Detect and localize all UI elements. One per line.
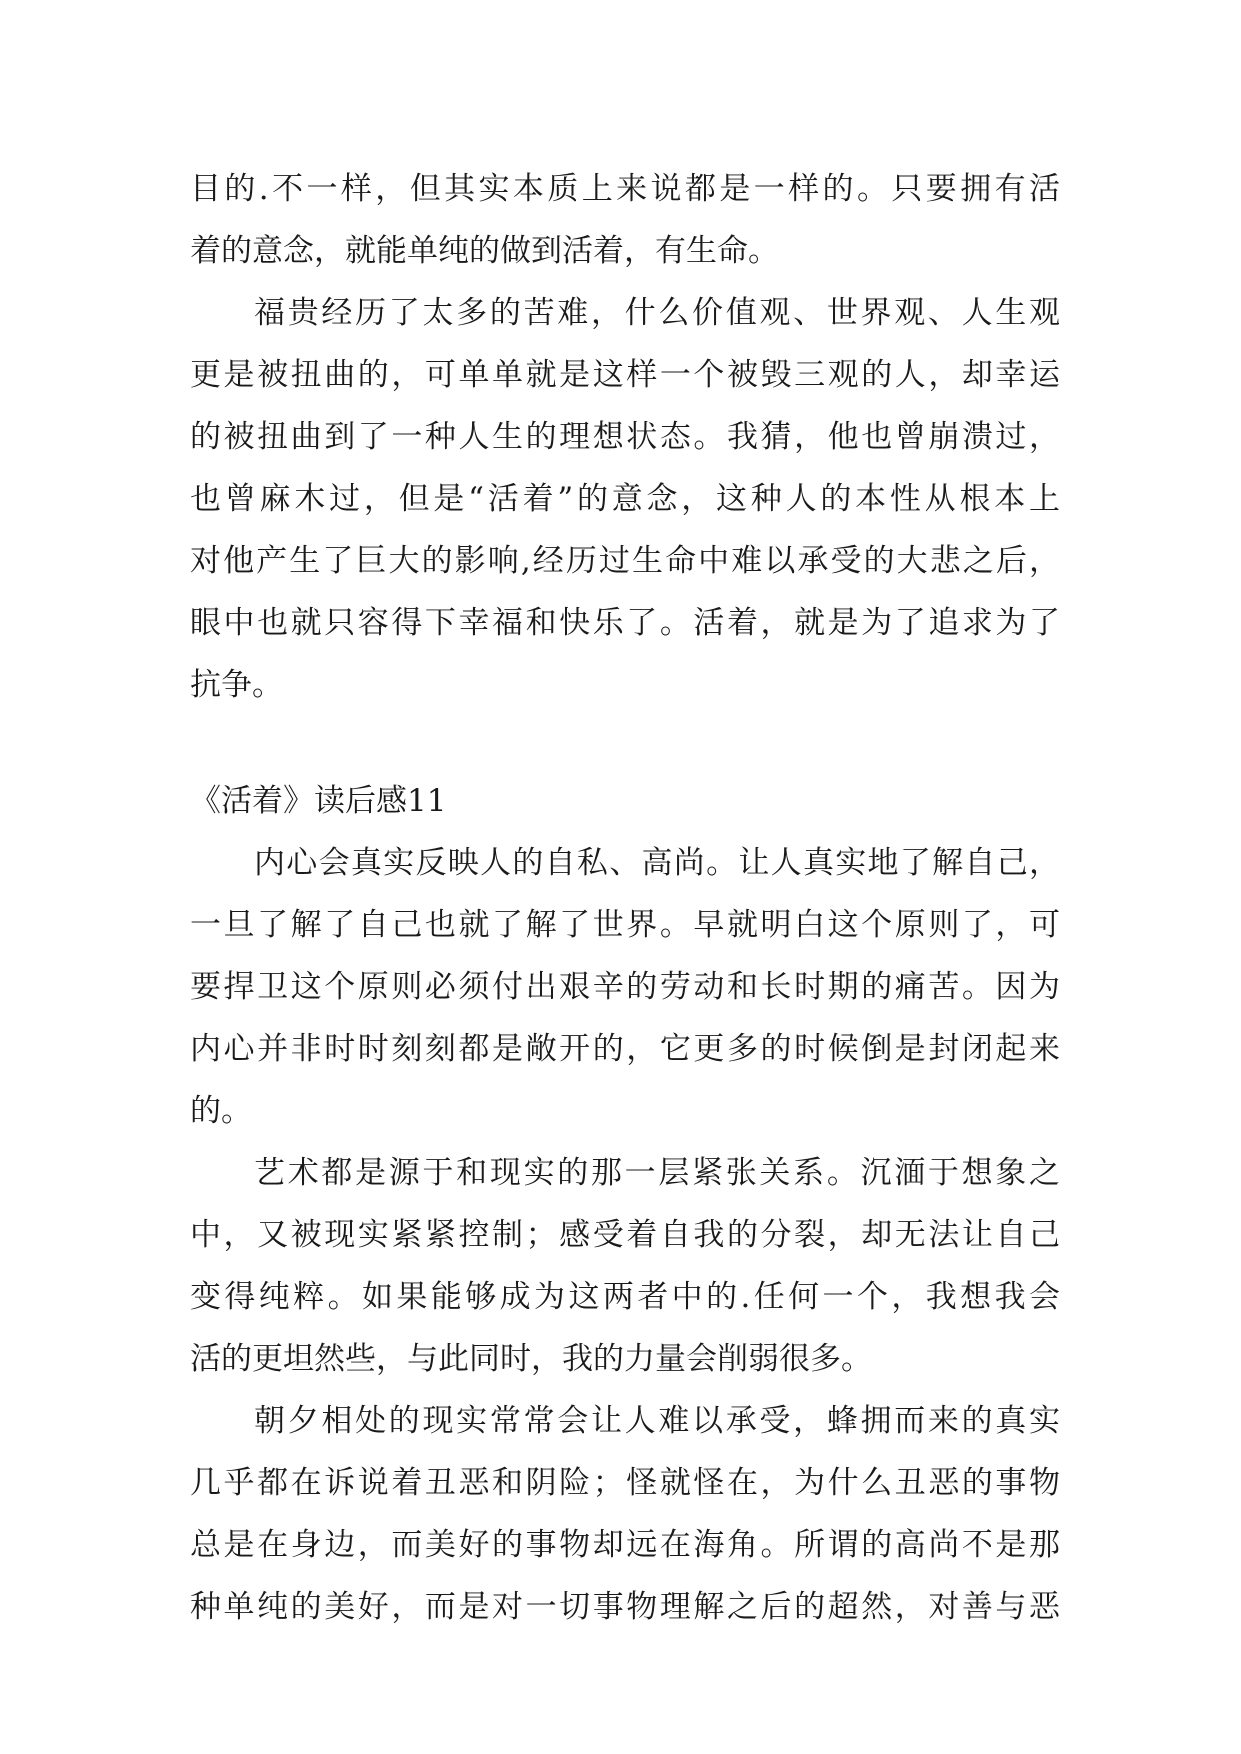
text-line: 也曾麻木过，但是“活着”的意念，这种人的本性从根本上 [190, 481, 1060, 517]
text-line: 几乎都在诉说着丑恶和阴险；怪就怪在，为什么丑恶的事物 [190, 1465, 1060, 1501]
text-line: 变得纯粹。如果能够成为这两者中的.任何一个，我想我会 [190, 1279, 1060, 1315]
text-line: 内心会真实反映人的自私、高尚。让人真实地了解自己， [254, 845, 1060, 881]
text-line: 抗争。 [190, 667, 283, 703]
text-line: 总是在身边，而美好的事物却远在海角。所谓的高尚不是那 [190, 1527, 1060, 1563]
text-line: 的被扭曲到了一种人生的理想状态。我猜，他也曾崩溃过， [190, 419, 1060, 455]
text-line: 对他产生了巨大的影响,经历过生命中难以承受的大悲之后， [190, 543, 1060, 579]
text-line: 着的意念，就能单纯的做到活着，有生命。 [190, 233, 779, 269]
section-gap [190, 716, 1060, 770]
section-heading: 《活着》读后感11 [190, 783, 447, 819]
section-continued [190, 158, 1060, 716]
text-line: 中，又被现实紧紧控制；感受着自我的分裂，却无法让自己 [190, 1217, 1060, 1253]
text-line: 眼中也就只容得下幸福和快乐了。活着，就是为了追求为了 [190, 605, 1060, 641]
text-line: 内心并非时时刻刻都是敞开的，它更多的时候倒是封闭起来 [190, 1031, 1060, 1067]
paragraph-3 [190, 832, 1060, 1142]
paragraph-5 [190, 1390, 1060, 1638]
text-line: 要捍卫这个原则必须付出艰辛的劳动和长时期的痛苦。因为 [190, 969, 1060, 1005]
paragraph-4 [190, 1142, 1060, 1390]
paragraph-2 [190, 282, 1060, 716]
paragraph-1 [190, 158, 1060, 282]
text-line: 种单纯的美好，而是对一切事物理解之后的超然，对善与恶 [190, 1589, 1060, 1625]
text-line: 艺术都是源于和现实的那一层紧张关系。沉湎于想象之 [254, 1155, 1060, 1191]
text-line: 一旦了解了自己也就了解了世界。早就明白这个原则了，可 [190, 907, 1060, 943]
section-essay-11 [190, 770, 1060, 1638]
text-line: 目的.不一样，但其实本质上来说都是一样的。只要拥有活 [190, 171, 1060, 207]
text-line: 朝夕相处的现实常常会让人难以承受，蜂拥而来的真实 [254, 1403, 1060, 1439]
text-line: 活的更坦然些，与此同时，我的力量会削弱很多。 [190, 1341, 872, 1377]
text-line: 的。 [190, 1093, 252, 1129]
text-line: 福贵经历了太多的苦难，什么价值观、世界观、人生观 [254, 295, 1060, 331]
text-line: 更是被扭曲的，可单单就是这样一个被毁三观的人，却幸运 [190, 357, 1060, 393]
document-page [190, 158, 1060, 1638]
